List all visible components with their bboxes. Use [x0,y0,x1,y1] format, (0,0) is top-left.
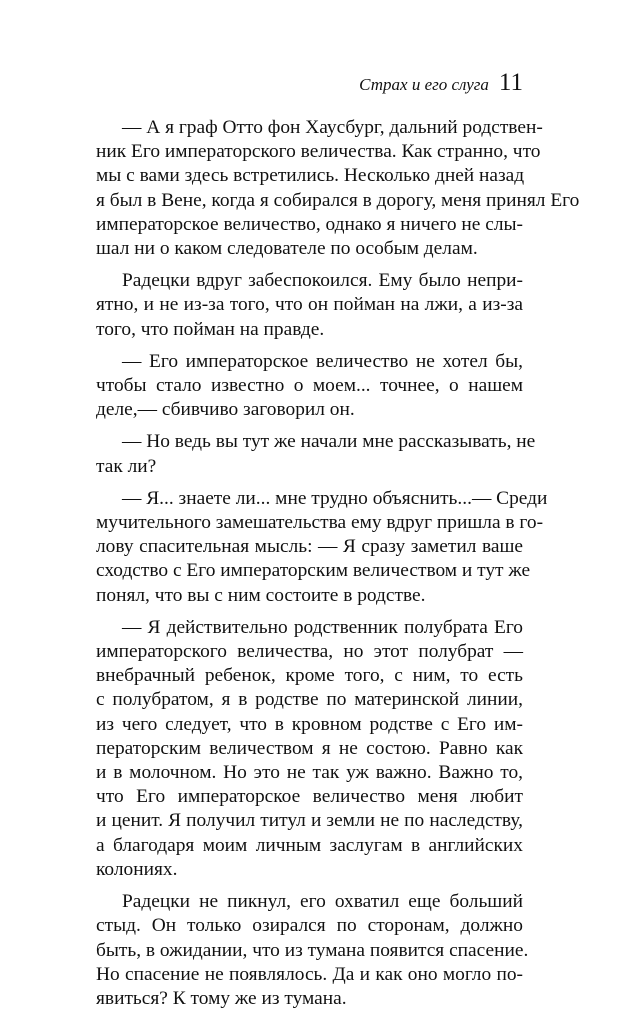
text-line: Радецки не пикнул, его охватил еще больший [122,891,523,913]
text-line: — Я... знаете ли... мне трудно объяснить...— Среди [122,487,548,509]
paragraph [96,616,523,882]
text-line: явиться? К тому же из тумана. [96,987,347,1009]
body-text [96,116,580,1019]
text-line: — Но ведь вы тут же начали мне рассказывать, не [122,431,536,453]
page-number: 11 [498,69,523,96]
paragraph [96,430,536,478]
text-line: — Я действительно родственник полубрата Его [122,616,523,638]
running-head [359,70,523,95]
text-line: так ли? [96,455,157,477]
text-line: колониях. [96,858,178,880]
paragraph [96,350,523,423]
text-line: Радецки вдруг забеспокоился. Ему было непри- [122,270,523,292]
text-line: сходство с Его императорским величеством и тут же [96,560,531,582]
paragraph [96,487,548,608]
text-line: мучительного замешательства ему вдруг пришла в го- [96,512,544,534]
paragraph [96,269,523,342]
text-line: стыд. Он только озирался по сторонам, должно [96,915,523,937]
text-line: внебрачный ребенок, кроме того, с ним, то есть [96,665,523,687]
text-line: — А я граф Отто фон Хаусбург, дальний родствен- [122,117,543,138]
text-line: — Его императорское величество не хотел бы, [122,350,523,372]
paragraph [96,890,529,1011]
text-line: ператорским величеством я не состою. Равно как [96,737,523,759]
text-line: из чего следует, что в кровном родстве с Его им- [96,713,523,735]
text-line: что Его императорское величество меня любит [96,786,523,808]
text-line: и ценит. Я получил титул и земли не по наследству, [96,810,523,832]
text-line: лову спасительная мысль: — Я сразу заметил ваше [96,536,523,558]
text-line: того, что пойман на правде. [96,318,325,340]
text-line: деле,— сбивчиво заговорил он. [96,399,355,421]
text-line: мы с вами здесь встретились. Несколько дней назад [96,165,525,187]
text-line: ятно, и не из-за того, что он пойман на лжи, а из-за [96,294,523,316]
text-line: императорское величество, однако я ничего не слы- [96,213,523,235]
paragraph [96,116,580,261]
text-line: быть, в ожидании, что из тумана появится спасение. [96,939,529,961]
text-line: я был в Вене, когда я собирался в дорогу, меня принял Его [96,189,580,211]
text-line: Но спасение не появлялось. Да и как оно могло по- [96,963,523,985]
text-line: императорского величества, но этот полубрат — [96,641,523,663]
text-line: шал ни о каком следователе по особым делам. [96,238,478,260]
text-line: и в молочном. Но это не так уж важно. Важно то, [96,762,523,784]
text-line: а благодаря моим личным заслугам в английских [96,834,523,856]
text-line: с полубратом, я в родстве по материнской линии, [96,689,523,711]
text-line: ник Его императорского величества. Как странно, что [96,141,541,163]
text-line: понял, что вы с ним состоите в родстве. [96,584,426,606]
running-title: Страх и его слуга [359,75,489,94]
text-line: чтобы стало известно о моем... точнее, о нашем [96,375,523,397]
